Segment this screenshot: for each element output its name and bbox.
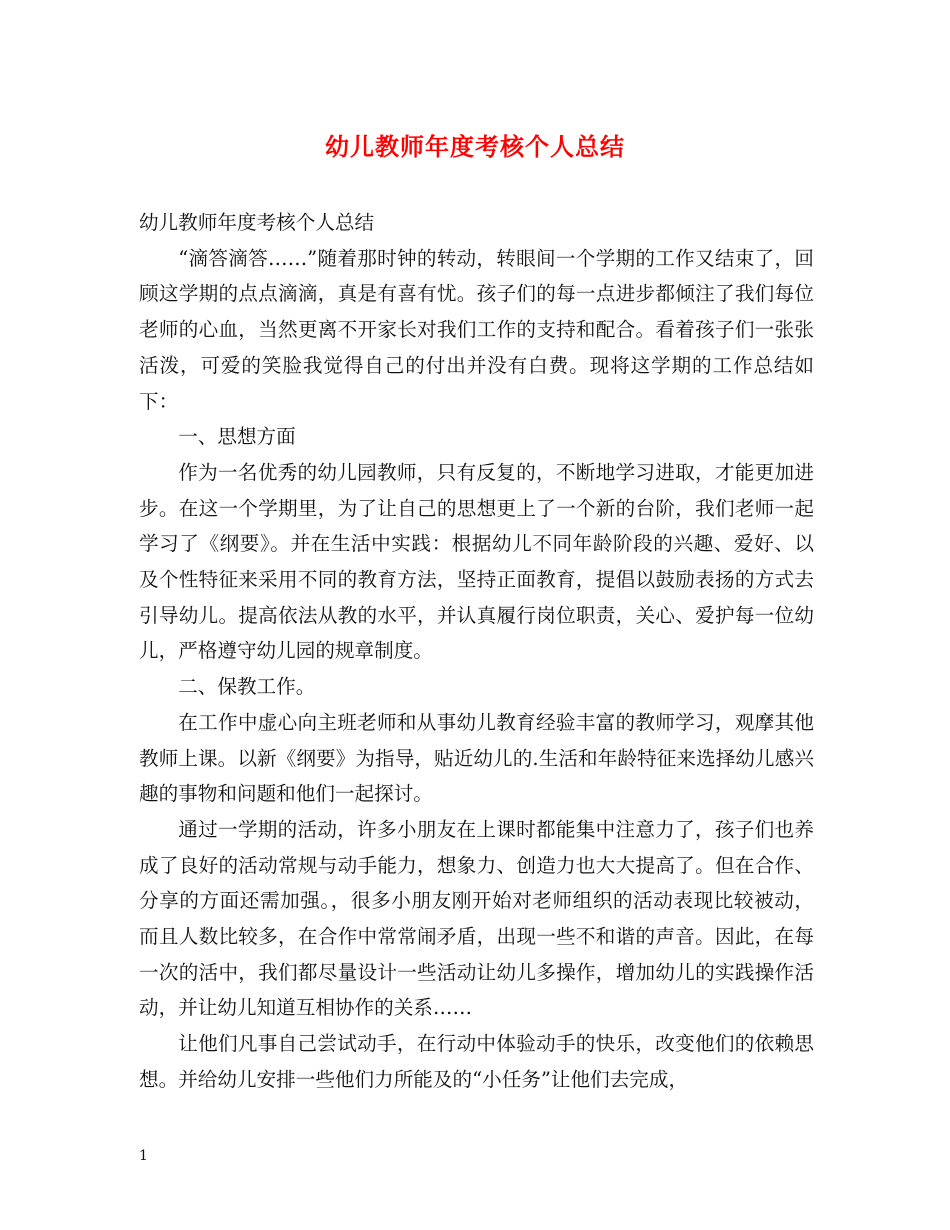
document-body: [139, 205, 814, 1098]
page-number: 1: [139, 1148, 148, 1164]
paragraph: 通过一学期的活动，许多小朋友在上课时都能集中注意力了，孩子们也养成了良好的活动常规与动手能力，想象力、创造力也大大提高了。但在合作、分享的方面还需加强。，很多小朋友刚开始对老师组织的活动表现比较被动，而且人数比较多，在合作中常常闹矛盾，出现一些不和谐的声音。因此，在每一次的活中，我们都尽量设计一些活动让幼儿多操作，增加幼儿的实践操作活动，并让幼儿知道互相协作的关系……: [139, 817, 814, 1020]
paragraph: 在工作中虚心向主班老师和从事幼儿教育经验丰富的教师学习，观摩其他教师上课。以新《纲要》为指导，贴近幼儿的.生活和年龄特征来选择幼儿感兴趣的事物和问题和他们一起探讨。: [139, 710, 814, 806]
paragraph: “滴答滴答……”随着那时钟的转动，转眼间一个学期的工作又结束了，回顾这学期的点点滴滴，真是有喜有忧。孩子们的每一点进步都倾注了我们每位老师的心血，当然更离不开家长对我们工作的支持和配合。看着孩子们一张张活泼，可爱的笑脸我觉得自己的付出并没有白费。现将这学期的工作总结如下：: [139, 246, 814, 413]
paragraph: 二、保教工作。: [178, 675, 316, 699]
paragraph: 让他们凡事自己尝试动手，在行动中体验动手的快乐，改变他们的依赖思想。并给幼儿安排一些他们力所能及的“小任务”让他们去完成，: [139, 1032, 814, 1091]
paragraph: 作为一名优秀的幼儿园教师，只有反复的，不断地学习进取，才能更加进步。在这一个学期里，为了让自己的思想更上了一个新的台阶，我们老师一起学习了《纲要》。并在生活中实践：根据幼儿不同年龄阶段的兴趣、爱好、以及个性特征来采用不同的教育方法，坚持正面教育，提倡以鼓励表扬的方式去引导幼儿。提高依法从教的水平，并认真履行岗位职责，关心、爱护每一位幼儿，严格遵守幼儿园的规章制度。: [139, 460, 814, 663]
paragraph: 幼儿教师年度考核个人总结: [139, 211, 375, 234]
page-title: 幼儿教师年度考核个人总结: [325, 132, 625, 161]
paragraph: 一、思想方面: [178, 425, 296, 449]
